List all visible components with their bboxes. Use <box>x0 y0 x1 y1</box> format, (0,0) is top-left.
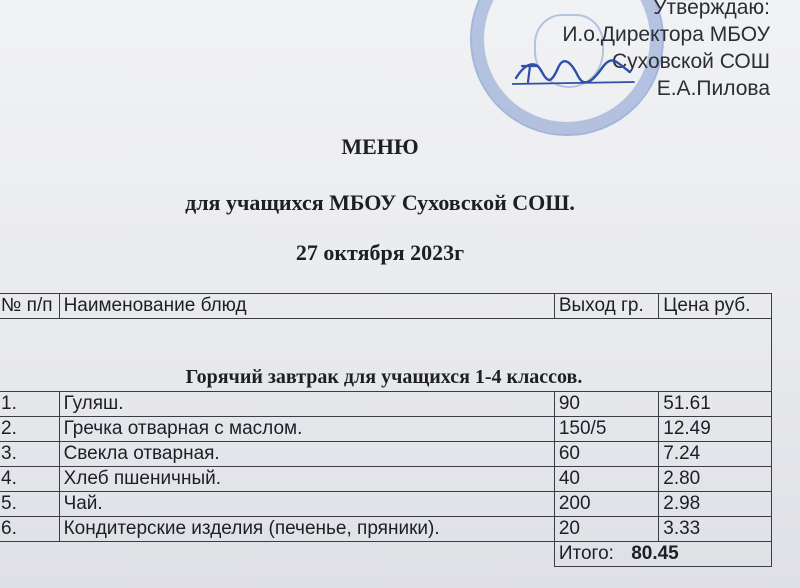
row-dish-name: Чай. <box>59 492 554 517</box>
table-row <box>0 417 772 442</box>
header-weight: Выход гр. <box>554 294 658 319</box>
row-price: 2.98 <box>659 492 772 517</box>
total-label: Итого: <box>558 543 614 564</box>
row-price: 7.24 <box>659 442 772 467</box>
signature-icon <box>512 54 638 88</box>
row-price: 2.80 <box>659 467 772 492</box>
table-row <box>0 442 772 467</box>
position-line-1: И.о.Директора МБОУ <box>562 23 770 46</box>
menu-table <box>0 293 772 567</box>
table-row <box>0 467 772 492</box>
row-dish-name: Кондитерские изделия (печенье, пряники). <box>59 517 554 542</box>
total-spacer <box>0 542 554 567</box>
table-header-row <box>0 294 772 319</box>
row-number: 3. <box>0 442 59 467</box>
row-weight: 150/5 <box>554 417 658 442</box>
table-row <box>0 492 772 517</box>
row-number: 5. <box>0 492 59 517</box>
header-number: № п/п <box>0 294 59 319</box>
table-row <box>0 517 772 542</box>
row-dish-name: Свекла отварная. <box>59 442 554 467</box>
row-weight: 200 <box>554 492 658 517</box>
section-row <box>0 319 772 392</box>
row-number: 1. <box>0 392 59 417</box>
total-cell <box>554 542 771 567</box>
row-number: 4. <box>0 467 59 492</box>
row-weight: 60 <box>554 442 658 467</box>
row-price: 51.61 <box>659 392 772 417</box>
header-dish-name: Наименование блюд <box>59 294 554 319</box>
row-weight: 90 <box>554 392 658 417</box>
row-price: 12.49 <box>659 417 772 442</box>
row-weight: 40 <box>554 467 658 492</box>
header-price: Цена руб. <box>659 294 772 319</box>
table-row <box>0 392 772 417</box>
row-number: 2. <box>0 417 59 442</box>
row-dish-name: Гречка отварная с маслом. <box>59 417 554 442</box>
row-price: 3.33 <box>659 517 772 542</box>
position-line-2: Суховской СОШ <box>612 50 770 73</box>
page-title: МЕНЮ <box>341 134 419 159</box>
total-value: 80.45 <box>631 543 679 564</box>
menu-date: 27 октября 2023г <box>295 240 465 265</box>
row-number: 6. <box>0 517 59 542</box>
total-row <box>0 542 772 567</box>
approve-line: Утверждаю: <box>653 0 770 19</box>
signer-name: Е.А.Пилова <box>656 77 770 100</box>
page-subtitle: для учащихся МБОУ Суховской СОШ. <box>185 190 575 215</box>
row-dish-name: Хлеб пшеничный. <box>59 467 554 492</box>
row-weight: 20 <box>554 517 658 542</box>
section-title: Горячий завтрак для учащихся 1-4 классов. <box>0 319 772 392</box>
row-dish-name: Гуляш. <box>59 392 554 417</box>
